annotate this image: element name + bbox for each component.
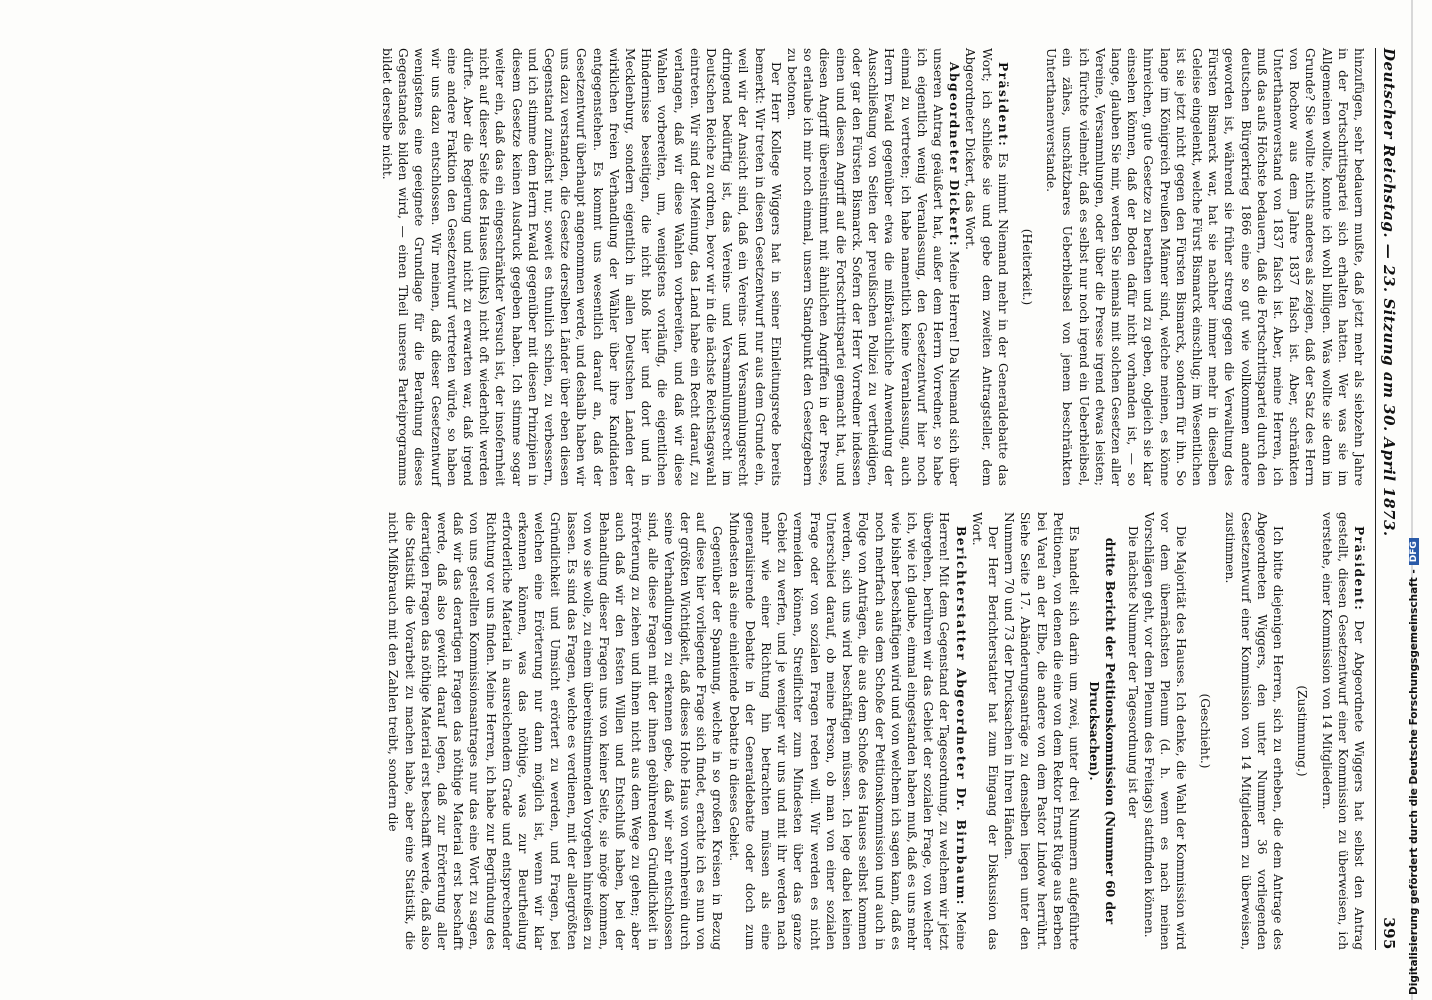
speaker-name: Präsident:: [1352, 526, 1366, 612]
paragraph-text: (Zustimmung.): [1295, 685, 1310, 777]
paragraph: [725, 512, 968, 950]
paragraph: [784, 48, 962, 486]
paragraph-text: Die Majorität des Hauses. Ich denke, die Wahl der Kommission wird vor dem übernächsten Plenum (d. h. wenn es nach meinen Vorschlägen geht, vor dem Plenum des Freitags) stattfinden können.: [1141, 512, 1189, 950]
speaker-name: Abgeordneter Dickert:: [947, 62, 962, 247]
paragraph-text: Es handelt sich darin um zwei, unter drei Nummern aufgeführte Petitionen, von denen die eine von dem Rektor Ernst Rüge aus Berben bei Varel an der Elbe, die andere von dem Pastor Lindow herrührt. Siehe Seite 17. Abänderungsanträge zu denselben liegen unter den Nummern 70 und 73 der Drucksachen in Ihren Händen.: [1002, 512, 1081, 950]
running-head: [1375, 48, 1398, 950]
speaker-name: Präsident:: [995, 62, 1010, 148]
right-column: [379, 512, 1367, 950]
paragraph-text: dritte Bericht der Petitionskommission (Nummer 60 der Drucksachen).: [1087, 537, 1118, 925]
newspaper-page: [15, 10, 1420, 990]
stage-direction: [1294, 512, 1310, 950]
paragraph: [962, 48, 1011, 486]
running-head-title: Deutscher Reichstag. — 23. Sitzung am 30. April 1873.: [1380, 48, 1398, 537]
paragraph-text: Der Herr Berichterstatter hat zum Eingang der Diskussion das Wort.: [969, 512, 1000, 950]
paragraph-text: hinzufügen, sehr bedauern mußte, daß jetzt mehr als siebzehn Jahre in der Fortschrittspartei sich erhalten hatten. Wer was sie im Allgemeinen wollte, konnte ich wohl billigen. Was wollte sie denn im Grunde? Sie wollte nichts anderes als zeigen, daß der Satz des Herrn von Rochow aus dem Jahre 1837 falsch ist. Aber, schränkten Unterthanenverstand von 1837 falsch ist. Aber, meine Herren, ich muß das aufs Höchste bedauern, daß die Fortschrittspartei durch den deutschen Bürgerkrieg 1866 eine so gut wie vollkommen andere geworden ist, während sie früher streng gegen die Verwaltung des Fürsten Bismarck war, hat sie nachher immer mehr in dieselben Geleise eingelenkt, welche Fürst Bismarck einschlug; im Wesentlichen ist sie jetzt nicht gegen den Fürsten Bismarck, sondern für ihn. So lange im Königreich Preußen Männer sind, welche meinen, es könne hinreichen, gute Gesetze zu berathen und zu geben, obgleich sie klar einsehen können, daß der Boden dafür nicht vorhanden ist, — so lange, glauben Sie mir, werden Sie niemals mit solchen Gesetzen aller Vereine, Versammlungen, oder über die Presse irgend etwas leisten; ich fürchte vielmehr, daß es selbst nur noch irgend ein Ueberbleibsel, ein zähes, unschätzbares Ueberbleibsel von jenem beschränkten Unterthanenverstande.: [1044, 48, 1366, 486]
paragraph: [385, 512, 725, 950]
paragraph: [1141, 512, 1190, 950]
credit-text: Digitalisierung gefördert durch die Deutsche Forschungsgemeinschaft -: [1408, 569, 1420, 995]
paragraph: [1318, 512, 1367, 950]
paragraph: [1221, 512, 1286, 950]
paragraph: [1124, 512, 1140, 950]
digitization-credit: [1408, 538, 1420, 995]
paragraph-text: Meine Herren! Da Niemand sich über unseren Antrag geäußert hat, außer dem Herrn Vorredner, so habe ich eigentlich wenig Veranlassung, den Gesetzentwurf hier noch einmal zu vertreten; ich habe namentlich keine Veranlassung, auch Herrn Ewald gegenüber etwa die mißbräuchliche Anwendung der Ausschließung von Seiten der preußischen Polizei zu vertheidigen, oder gar den Fürsten Bismarck. Sofern der Herr Vorredner indessen einen und diesen Angriff auf die Fortschrittspartei gemacht hat, und diesen Angriff übereinstimmt mit ähnlichen Angriffen in der Presse, so erlaube ich mir noch einmal, unsern Standpunkt den Gesetzgebern zu betonen.: [785, 48, 962, 486]
stage-direction: [1019, 48, 1035, 486]
paragraph: [969, 512, 1001, 950]
paragraph-text: Gegenüber der Spannung, welche in so großen Kreisen in Bezug auf diese hier vorliegende Frage sich findet, erachte ich es nun von der größten Wichtigkeit, daß dieses Hohe Haus von vornherein durch seine Verhandlungen zu erkennen gebe, daß wir sehr entschlossen sind, alle diese Fragen mit der ihnen gebührenden Gründlichkeit in Erörterung zu ziehen und ihnen nicht aus dem Wege zu gehen; aber auch daß wir den festen Willen und Entschluß haben, bei der Behandlung dieser Fragen uns von keiner Seite, sie möge kommen, von wo sie wolle, zu einem übereinstimmenden Vorgehen hinreißen zu lassen. Es sind das Fragen, welche es verdienen, mit der allergrößten Gründlichkeit und Umsicht erörtert zu werden, und Fragen, bei welchen eine Erörterung nur dann möglich ist, wenn wir klar erkennen können, was das nöthige, was zur Beurtheilung erforderliche Material in ausreichendem Grade und entsprechender Richtung vor uns finden. Meine Herren, ich habe zur Begründung des von uns gestellten Kommissionsantrages nur das eine Wort zu sagen, daß wir das derartigen Fragen das nöthige Material erst beschafft werde, daß also gewicht darauf legen, daß zur Erörterung aller derartigen Fragen das nöthige Material erst beschafft werde, daß also die Statistik die Vorarbeit zu machen habe, aber eine Statistik, die nicht Mißbrauch mit den Zahlen treibt, sondern die: [386, 512, 725, 950]
text-columns: [379, 48, 1367, 950]
section-heading: [1086, 512, 1118, 950]
paragraph-text: (Geschieht.): [1198, 693, 1213, 769]
speaker-name: Berichterstatter Abgeordneter Dr. Birnbaum:: [953, 526, 968, 906]
paragraph-text: Die nächste Nummer der Tagesordnung ist der: [1125, 526, 1140, 818]
paragraph-text: (Heiterkeit.): [1019, 228, 1034, 306]
stage-direction: [1197, 512, 1213, 950]
paragraph: [379, 48, 784, 486]
paragraph-text: Meine Herren! Mit dem Gegenstand der Tagesordnung, zu welchem wir jetzt übergehen, berühren wir das Gebiet der sozialen Frage, von welcher ich, wie ich glaube, einmal eingestanden haben muß, daß es uns mehr wie bisher beschäftigen wird und von welchem ich sagen kann, daß es noch mehrfach aus dem Schoße der Petitionskommission und auch in Folge von Anträgen, die aus dem Schoße des Hauses selbst kommen werden, sich uns wird beschäftigen müssen. Ich lege dabei keinen Unterschied darauf, ob meine Person, ob man von einer sozialen Frage oder von sozialen Fragen reden will. Wir werden es nicht vermeiden können, Streiflichter zum Mindesten über das ganze Gebiet zu werfen, und je weniger wir uns und mit ihr werden nach mehr wie einer Richtung hin betrachten müssen als eine generalisirende Debatte in der Generaldebatte oder doch zum Mindesten als eine einleitende Debatte in dieses Gebiet.: [726, 512, 968, 950]
paragraph: [1001, 512, 1082, 950]
left-column: [379, 48, 1367, 486]
page-number: 395: [1380, 917, 1398, 950]
paragraph-text: Der Herr Kollege Wiggers hat in seiner Einleitungsrede bereits bemerkt: Wir treten in diesen Gesetzentwurf nur aus dem Grunde ein, weil wir der Ansicht sind, daß ein Vereins- und Versammlungsrecht dringend bedürftig ist, das Vereins- und Versammlungsrecht im Deutschen Reiche zu ordnen, bevor wir in die nächste Reichstagswahl eintreten. Wir sind der Meinung, das Land habe ein Recht darauf, zu verlangen, daß wir diese Wahlen vorbereiten, und daß wir diese Wahlen vorbereiten, um, wenigstens vorläufig, die eigentlichen Hindernisse beseitigen, die nicht bloß hier und dort und in Mecklenburg, sondern eigentlich in allen Deutschen Landen der wirklichen freien Verhandlung der Wähler über ihre Kandidaten entgegenstehen. Es kommt uns wesentlich darauf an, daß der Gesetzentwurf überhaupt angenommen werde, und deshalb haben wir uns dazu verstanden, die Gesetze derselben Länder über eben diesen Gegenstand zunächst nur, soweit es thunlich schien, zu verbessern, und ich stimme dem Herrn Ewald gegenüber mit diesen Prinzipien in diesem Gesetze keinen Ausdruck gegeben haben. Ich stimme sogar weiter ein, daß das ein eingeschränkter Versuch ist, der insofernheit nicht auf dieser Seite des Hauses (links) nicht oft wiederholt werden dürfte. Aber die Regierung und nicht zu erwarten war, daß irgend eine andere Fraktion den Gesetzentwurf vertreten würde, so haben wir uns dazu entschlossen. Wir meinen, daß dieser Gesetzentwurf wenigstens eine geeignete Grundlage für die Berathung dieses Gegenstandes bilden wird, — einen Theil unseres Parteiprogramms bildet derselbe nicht.: [380, 48, 783, 486]
paragraph-text: Es nimmt Niemand mehr in der Generaldebatte das Wort; ich schließe sie und gebe dem zweiten Antragsteller, dem Abgeordneter Dickert, das Wort.: [963, 48, 1010, 486]
paragraph-text: Der Abgeordnete Wiggers hat selbst den Antrag gestellt, diesen Gesetzentwurf einer Kommission zu überweisen, ich verstehe, einer Kommission von 14 Mitgliedern.: [1319, 512, 1366, 950]
dfg-logo: DFG: [1409, 538, 1419, 565]
paragraph-text: Ich bitte diejenigen Herren, sich zu erheben, die dem Antrage des Abgeordneten Wiggers, den unter Nummer 36 vorliegenden Gesetzentwurf einer Kommission von 14 Mitgliedern zu überweisen, zustimmen.: [1222, 512, 1286, 950]
paragraph: [1043, 48, 1367, 486]
